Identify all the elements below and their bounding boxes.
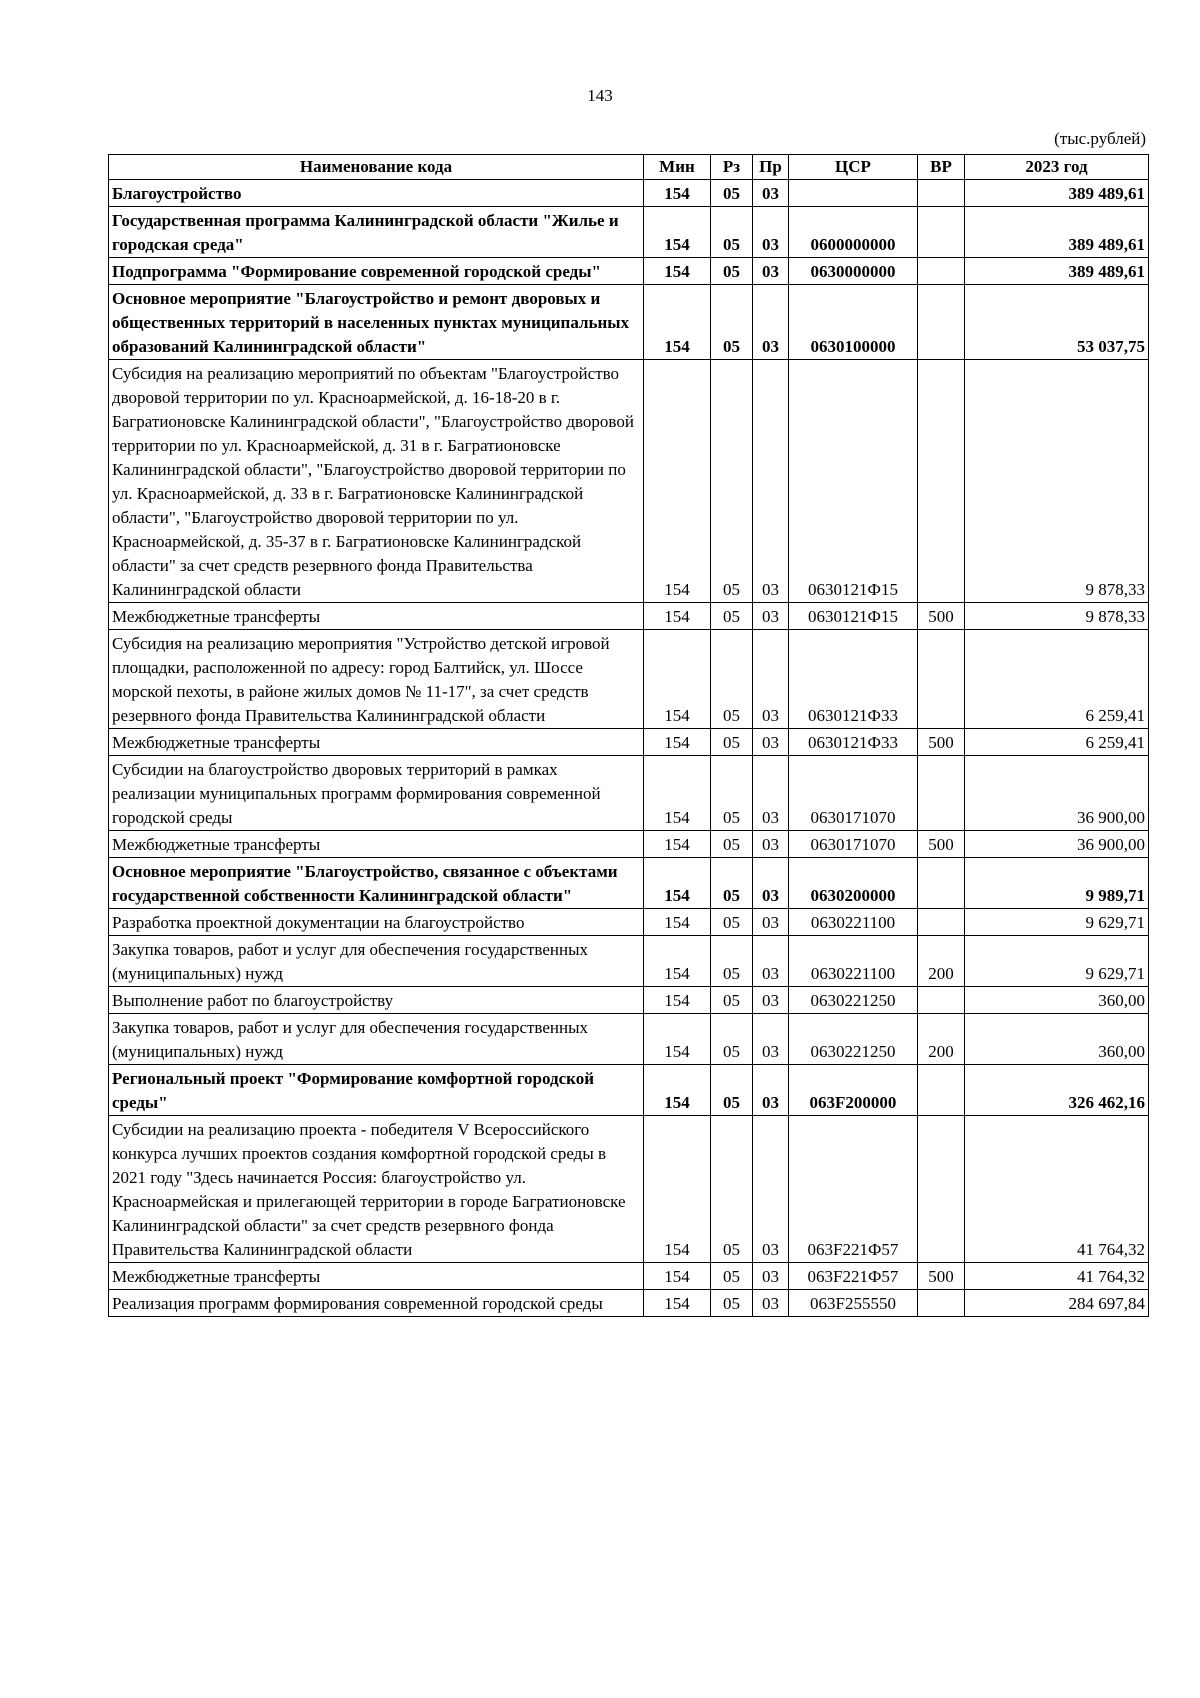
row-csr: 0630121Ф33	[789, 630, 918, 729]
row-rz: 05	[711, 729, 753, 756]
row-name: Государственная программа Калининградской области "Жилье и городская среда"	[109, 207, 644, 258]
row-csr: 0630171070	[789, 831, 918, 858]
row-vr	[918, 756, 965, 831]
row-pr: 03	[753, 285, 789, 360]
row-rz: 05	[711, 258, 753, 285]
row-pr: 03	[753, 831, 789, 858]
row-name: Выполнение работ по благоустройству	[109, 987, 644, 1014]
row-vr	[918, 987, 965, 1014]
row-amount: 389 489,61	[965, 180, 1149, 207]
table-row	[109, 180, 1149, 207]
row-amount: 326 462,16	[965, 1065, 1149, 1116]
page-number: 143	[587, 86, 613, 105]
row-min: 154	[644, 1290, 711, 1317]
row-vr	[918, 258, 965, 285]
row-pr: 03	[753, 603, 789, 630]
row-pr: 03	[753, 987, 789, 1014]
row-rz: 05	[711, 987, 753, 1014]
row-min: 154	[644, 936, 711, 987]
row-vr	[918, 1116, 965, 1263]
row-min: 154	[644, 180, 711, 207]
row-name: Межбюджетные трансферты	[109, 603, 644, 630]
row-csr: 0630221100	[789, 909, 918, 936]
row-vr: 500	[918, 603, 965, 630]
row-rz: 05	[711, 603, 753, 630]
row-amount: 36 900,00	[965, 756, 1149, 831]
row-rz: 05	[711, 630, 753, 729]
row-amount: 6 259,41	[965, 729, 1149, 756]
row-amount: 360,00	[965, 987, 1149, 1014]
row-min: 154	[644, 207, 711, 258]
table-row	[109, 987, 1149, 1014]
table-row	[109, 729, 1149, 756]
row-pr: 03	[753, 1014, 789, 1065]
header-vr: ВР	[918, 155, 965, 180]
row-amount: 9 878,33	[965, 360, 1149, 603]
table-row	[109, 858, 1149, 909]
row-amount: 41 764,32	[965, 1263, 1149, 1290]
row-name: Закупка товаров, работ и услуг для обеспечения государственных (муниципальных) нужд	[109, 1014, 644, 1065]
row-min: 154	[644, 630, 711, 729]
row-name: Региональный проект "Формирование комфортной городской среды"	[109, 1065, 644, 1116]
row-amount: 389 489,61	[965, 207, 1149, 258]
row-min: 154	[644, 285, 711, 360]
row-min: 154	[644, 987, 711, 1014]
row-pr: 03	[753, 936, 789, 987]
row-pr: 03	[753, 1263, 789, 1290]
table-row	[109, 936, 1149, 987]
row-name: Межбюджетные трансферты	[109, 729, 644, 756]
row-min: 154	[644, 1116, 711, 1263]
table-row	[109, 1065, 1149, 1116]
row-rz: 05	[711, 858, 753, 909]
row-csr: 0630121Ф15	[789, 603, 918, 630]
row-amount: 9 878,33	[965, 603, 1149, 630]
row-csr: 0630121Ф15	[789, 360, 918, 603]
row-rz: 05	[711, 756, 753, 831]
row-csr: 0630121Ф33	[789, 729, 918, 756]
row-vr: 200	[918, 1014, 965, 1065]
table-header-row	[109, 155, 1149, 180]
row-csr	[789, 180, 918, 207]
row-vr: 200	[918, 936, 965, 987]
row-csr: 0630100000	[789, 285, 918, 360]
row-rz: 05	[711, 1014, 753, 1065]
row-min: 154	[644, 258, 711, 285]
row-vr	[918, 207, 965, 258]
row-pr: 03	[753, 1116, 789, 1263]
row-rz: 05	[711, 1065, 753, 1116]
row-min: 154	[644, 1014, 711, 1065]
row-pr: 03	[753, 180, 789, 207]
table-row	[109, 831, 1149, 858]
row-pr: 03	[753, 909, 789, 936]
budget-table	[108, 154, 1149, 1317]
table-row	[109, 756, 1149, 831]
row-vr	[918, 858, 965, 909]
row-csr: 0630221250	[789, 1014, 918, 1065]
row-min: 154	[644, 1263, 711, 1290]
row-rz: 05	[711, 285, 753, 360]
row-pr: 03	[753, 1290, 789, 1317]
row-rz: 05	[711, 360, 753, 603]
row-pr: 03	[753, 756, 789, 831]
row-rz: 05	[711, 207, 753, 258]
table-row	[109, 630, 1149, 729]
row-name: Разработка проектной документации на благоустройство	[109, 909, 644, 936]
row-pr: 03	[753, 207, 789, 258]
row-vr	[918, 630, 965, 729]
units-label: (тыс.рублей)	[1054, 129, 1146, 148]
row-min: 154	[644, 360, 711, 603]
row-amount: 9 989,71	[965, 858, 1149, 909]
table-row	[109, 1014, 1149, 1065]
row-vr	[918, 360, 965, 603]
row-csr: 063F221Ф57	[789, 1263, 918, 1290]
row-amount: 41 764,32	[965, 1116, 1149, 1263]
header-csr: ЦСР	[789, 155, 918, 180]
row-csr: 063F221Ф57	[789, 1116, 918, 1263]
row-pr: 03	[753, 360, 789, 603]
row-min: 154	[644, 1065, 711, 1116]
row-name: Подпрограмма "Формирование современной городской среды"	[109, 258, 644, 285]
row-amount: 9 629,71	[965, 909, 1149, 936]
table-row	[109, 603, 1149, 630]
row-pr: 03	[753, 858, 789, 909]
header-min: Мин	[644, 155, 711, 180]
row-pr: 03	[753, 258, 789, 285]
row-name: Субсидии на благоустройство дворовых территорий в рамках реализации муниципальных программ формирования современной городской среды	[109, 756, 644, 831]
row-amount: 389 489,61	[965, 258, 1149, 285]
table-row	[109, 258, 1149, 285]
table-row	[109, 1290, 1149, 1317]
row-rz: 05	[711, 936, 753, 987]
row-min: 154	[644, 756, 711, 831]
row-amount: 284 697,84	[965, 1290, 1149, 1317]
row-amount: 53 037,75	[965, 285, 1149, 360]
row-csr: 0630221100	[789, 936, 918, 987]
row-vr: 500	[918, 831, 965, 858]
row-amount: 6 259,41	[965, 630, 1149, 729]
row-min: 154	[644, 909, 711, 936]
row-min: 154	[644, 831, 711, 858]
row-csr: 0630000000	[789, 258, 918, 285]
table-row	[109, 207, 1149, 258]
row-csr: 063F255550	[789, 1290, 918, 1317]
header-pr: Пр	[753, 155, 789, 180]
row-name: Благоустройство	[109, 180, 644, 207]
row-amount: 36 900,00	[965, 831, 1149, 858]
row-rz: 05	[711, 1263, 753, 1290]
table-row	[109, 1263, 1149, 1290]
row-vr	[918, 1065, 965, 1116]
row-name: Основное мероприятие "Благоустройство, связанное с объектами государственной собственности Калининградской области"	[109, 858, 644, 909]
header-amount: 2023 год	[965, 155, 1149, 180]
row-csr: 0630171070	[789, 756, 918, 831]
row-rz: 05	[711, 909, 753, 936]
row-min: 154	[644, 858, 711, 909]
row-name: Субсидия на реализацию мероприятия "Устройство детской игровой площадки, расположенной по адресу: город Балтийск, ул. Шоссе морской пехоты, в районе жилых домов № 11-17", за счет средств резервного фонда Правительства Калининградской области	[109, 630, 644, 729]
row-rz: 05	[711, 1290, 753, 1317]
row-amount: 9 629,71	[965, 936, 1149, 987]
row-pr: 03	[753, 729, 789, 756]
row-rz: 05	[711, 1116, 753, 1263]
row-name: Субсидии на реализацию проекта - победителя V Всероссийского конкурса лучших проектов создания комфортной городской среды в 2021 году "Здесь начинается Россия: благоустройство ул. Красноармейская и прилегающей территории в городе Багратионовске Калининградской области" за счет средств резервного фонда Правительства Калининградской области	[109, 1116, 644, 1263]
row-vr	[918, 285, 965, 360]
row-pr: 03	[753, 1065, 789, 1116]
row-vr: 500	[918, 729, 965, 756]
row-min: 154	[644, 729, 711, 756]
table-row	[109, 909, 1149, 936]
row-amount: 360,00	[965, 1014, 1149, 1065]
row-csr: 0600000000	[789, 207, 918, 258]
row-vr	[918, 180, 965, 207]
row-vr	[918, 1290, 965, 1317]
row-name: Субсидия на реализацию мероприятий по объектам "Благоустройство дворовой территории по ул. Красноармейской, д. 16-18-20 в г. Багратионовске Калининградской области", "Благоустройство дворовой территории по ул. Красноармейской, д. 31 в г. Багратионовске Калининградской области", "Благоустройство дворовой территории по ул. Красноармейской, д. 33 в г. Багратионовске Калининградской области", "Благоустройство дворовой территории по ул. Красноармейской, д. 35-37 в г. Багратионовске Калининградской области" за счет средств резервного фонда Правительства Калининградской области	[109, 360, 644, 603]
row-name: Межбюджетные трансферты	[109, 831, 644, 858]
table-row	[109, 360, 1149, 603]
row-rz: 05	[711, 180, 753, 207]
row-name: Реализация программ формирования современной городской среды	[109, 1290, 644, 1317]
table-row	[109, 1116, 1149, 1263]
row-pr: 03	[753, 630, 789, 729]
row-name: Закупка товаров, работ и услуг для обеспечения государственных (муниципальных) нужд	[109, 936, 644, 987]
header-name: Наименование кода	[109, 155, 644, 180]
row-min: 154	[644, 603, 711, 630]
row-vr	[918, 909, 965, 936]
row-csr: 0630200000	[789, 858, 918, 909]
row-rz: 05	[711, 831, 753, 858]
table-row	[109, 285, 1149, 360]
row-name: Межбюджетные трансферты	[109, 1263, 644, 1290]
row-vr: 500	[918, 1263, 965, 1290]
row-name: Основное мероприятие "Благоустройство и ремонт дворовых и общественных территорий в населенных пунктах муниципальных образований Калининградской области"	[109, 285, 644, 360]
row-csr: 063F200000	[789, 1065, 918, 1116]
header-rz: Рз	[711, 155, 753, 180]
row-csr: 0630221250	[789, 987, 918, 1014]
